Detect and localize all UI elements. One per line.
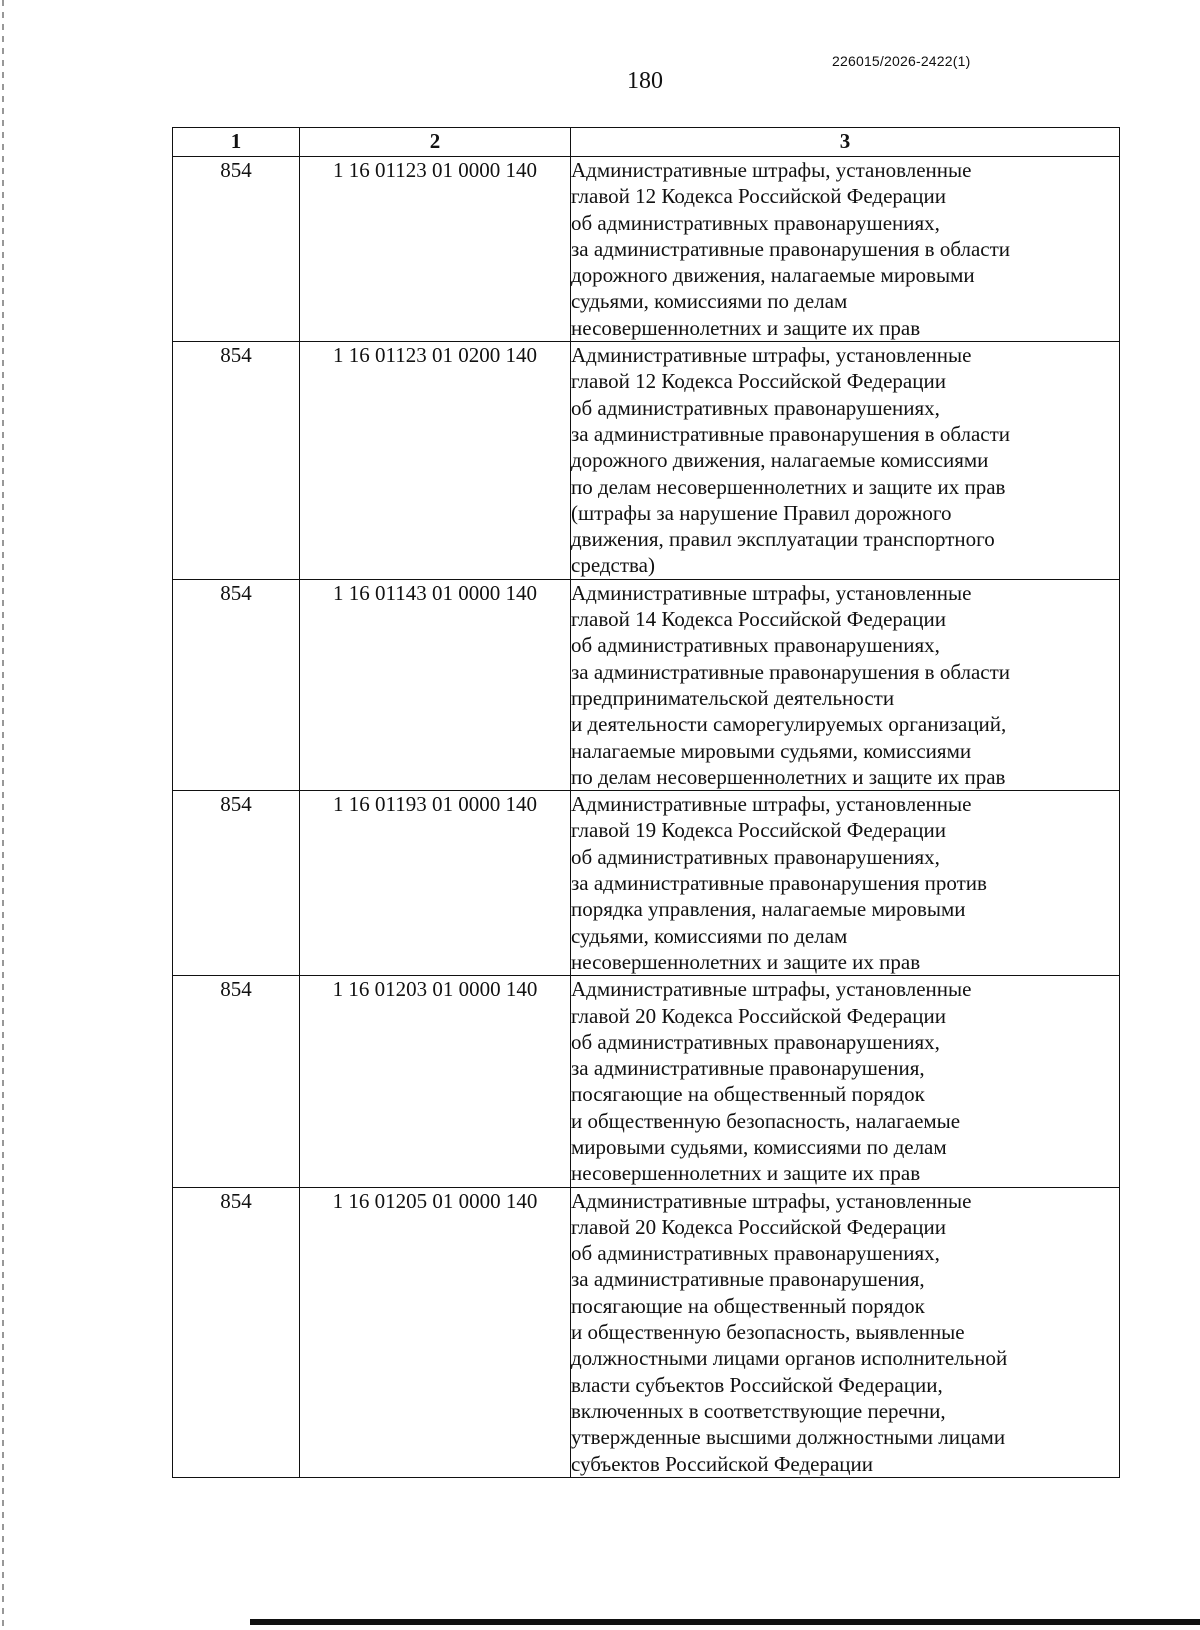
description-cell	[571, 342, 1120, 580]
table-row	[173, 579, 1120, 790]
description-line: порядка управления, налагаемые мировыми	[571, 897, 966, 922]
description-line: главой 20 Кодекса Российской Федерации	[571, 1003, 946, 1028]
description-line: за административные правонарушения,	[571, 1267, 925, 1292]
admin-code-cell: 854	[173, 1187, 300, 1477]
description-line: утвержденные высшими должностными лицами	[571, 1425, 1006, 1450]
description-line: Административные штрафы, установленные	[571, 343, 972, 368]
description-line: Административные штрафы, установленные	[571, 158, 972, 182]
description-line: Административные штрафы, установленные	[571, 1188, 972, 1213]
description-line: по делам несовершеннолетних и защите их прав	[571, 474, 1006, 499]
page-number: 180	[627, 68, 663, 94]
description-line: несовершеннолетних и защите их прав	[571, 315, 921, 340]
budget-code-cell: 1 16 01205 01 0000 140	[300, 1187, 571, 1477]
description-line: Административные штрафы, установленные	[571, 580, 972, 605]
description-cell	[571, 976, 1120, 1187]
table-row	[173, 157, 1120, 342]
admin-code-cell: 854	[173, 342, 300, 580]
admin-code-cell: 854	[173, 791, 300, 976]
description-line: дорожного движения, налагаемые мировыми	[571, 263, 975, 288]
description-cell	[571, 157, 1120, 342]
description-line: власти субъектов Российской Федерации,	[571, 1372, 943, 1397]
budget-code-cell: 1 16 01193 01 0000 140	[300, 791, 571, 976]
description-line: об административных правонарушениях,	[571, 633, 940, 658]
scan-edge-bottom	[250, 1619, 1200, 1625]
description-line: об административных правонарушениях,	[571, 1029, 940, 1054]
description-line: главой 12 Кодекса Российской Федерации	[571, 184, 946, 209]
admin-code-cell: 854	[173, 157, 300, 342]
scan-edge-left	[2, 0, 4, 1630]
budget-code-cell: 1 16 01123 01 0200 140	[300, 342, 571, 580]
description-line: посягающие на общественный порядок	[571, 1293, 925, 1318]
admin-code-cell: 854	[173, 579, 300, 790]
budget-codes-table	[172, 127, 1120, 1478]
description-line: Административные штрафы, установленные	[571, 977, 972, 1002]
description-line: (штрафы за нарушение Правил дорожного	[571, 500, 952, 525]
description-cell	[571, 1187, 1120, 1477]
description-line: за административные правонарушения в области	[571, 659, 1011, 684]
description-line: судьями, комиссиями по делам	[571, 923, 848, 948]
description-line: субъектов Российской Федерации	[571, 1451, 874, 1476]
description-line: за административные правонарушения в области	[571, 421, 1011, 446]
column-header-2: 2	[300, 128, 571, 157]
description-line: главой 20 Кодекса Российской Федерации	[571, 1214, 946, 1239]
description-line: несовершеннолетних и защите их прав	[571, 1161, 921, 1186]
description-line: движения, правил эксплуатации транспортного	[571, 527, 995, 552]
table-row	[173, 1187, 1120, 1477]
description-line: главой 19 Кодекса Российской Федерации	[571, 818, 946, 843]
description-line: по делам несовершеннолетних и защите их прав	[571, 764, 1006, 789]
document-code: 226015/2026-2422(1)	[832, 53, 971, 69]
description-line: и деятельности саморегулируемых организаций,	[571, 712, 1007, 737]
budget-code-cell: 1 16 01203 01 0000 140	[300, 976, 571, 1187]
column-header-3: 3	[571, 128, 1120, 157]
description-line: за административные правонарушения против	[571, 871, 987, 896]
description-line: за административные правонарушения в области	[571, 236, 1011, 261]
description-line: об административных правонарушениях,	[571, 1241, 940, 1266]
table-row	[173, 342, 1120, 580]
description-line: налагаемые мировыми судьями, комиссиями	[571, 738, 972, 763]
description-line: должностными лицами органов исполнительной	[571, 1346, 1008, 1371]
description-line: предпринимательской деятельности	[571, 685, 895, 710]
table-row	[173, 976, 1120, 1187]
description-cell	[571, 579, 1120, 790]
description-line: судьями, комиссиями по делам	[571, 289, 848, 314]
description-line: средства)	[571, 553, 655, 578]
description-line: и общественную безопасность, выявленные	[571, 1320, 965, 1345]
table-header-row	[173, 128, 1120, 157]
description-line: главой 14 Кодекса Российской Федерации	[571, 607, 946, 632]
description-line: дорожного движения, налагаемые комиссиями	[571, 448, 989, 473]
description-cell	[571, 791, 1120, 976]
description-line: и общественную безопасность, налагаемые	[571, 1108, 961, 1133]
description-line: об административных правонарушениях,	[571, 395, 940, 420]
column-header-1: 1	[173, 128, 300, 157]
description-line: об административных правонарушениях,	[571, 844, 940, 869]
description-line: за административные правонарушения,	[571, 1056, 925, 1081]
description-line: посягающие на общественный порядок	[571, 1082, 925, 1107]
description-line: главой 12 Кодекса Российской Федерации	[571, 369, 946, 394]
description-line: об административных правонарушениях,	[571, 210, 940, 235]
budget-code-cell: 1 16 01143 01 0000 140	[300, 579, 571, 790]
admin-code-cell: 854	[173, 976, 300, 1187]
description-line: мировыми судьями, комиссиями по делам	[571, 1134, 947, 1159]
budget-code-cell: 1 16 01123 01 0000 140	[300, 157, 571, 342]
description-line: несовершеннолетних и защите их прав	[571, 949, 921, 974]
description-line: Административные штрафы, установленные	[571, 792, 972, 817]
description-line: включенных в соответствующие перечни,	[571, 1398, 946, 1423]
table-row	[173, 791, 1120, 976]
